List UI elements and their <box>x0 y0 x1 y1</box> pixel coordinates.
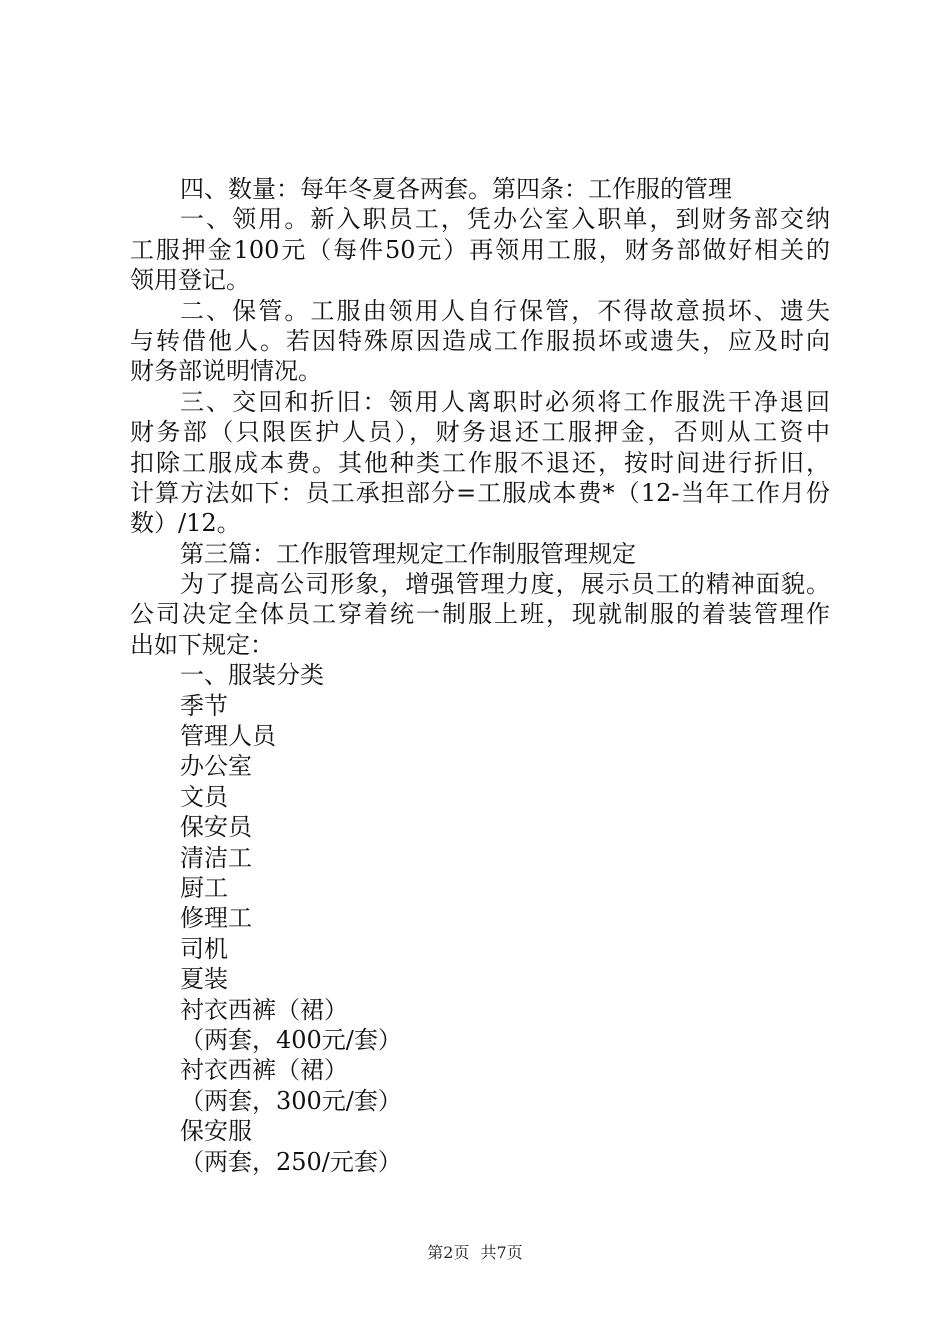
text-line: 财务部（只限医护人员），财务退还工服押金，否则从工资中 <box>130 418 830 447</box>
text-line: 保安服 <box>180 1117 252 1146</box>
text-line: 管理人员 <box>180 722 276 751</box>
text-line: 为了提高公司形象，增强管理力度，展示员工的精神面貌。 <box>180 570 830 599</box>
text-line: 夏装 <box>180 965 228 994</box>
text-line: 出如下规定： <box>130 630 274 659</box>
text-line: 工服押金100元（每件50元）再领用工服，财务部做好相关的 <box>130 235 830 264</box>
text-line: 季节 <box>180 691 228 720</box>
text-line: 第三篇：工作服管理规定工作制服管理规定 <box>180 539 636 568</box>
page-number: 第2页 <box>427 1243 470 1262</box>
text-line: 领用登记。 <box>130 266 250 295</box>
text-line: 二、保管。工服由领用人自行保管，不得故意损坏、遗失 <box>180 296 830 325</box>
text-line: 数）/12。 <box>130 509 241 538</box>
text-line: 衬衣西裤（裙） <box>180 1056 348 1085</box>
text-line: 厨工 <box>180 873 228 902</box>
text-line: 公司决定全体员工穿着统一制服上班，现就制服的着装管理作 <box>130 600 830 629</box>
text-line: 一、领用。新入职员工，凭办公室入职单，到财务部交纳 <box>180 205 830 234</box>
text-line: 财务部说明情况。 <box>130 357 322 386</box>
text-line: （两套，300元/套） <box>180 1086 402 1115</box>
document-body <box>130 174 830 1177</box>
text-line: 司机 <box>180 934 228 963</box>
text-line: （两套，400元/套） <box>180 1025 402 1054</box>
text-line: 办公室 <box>180 752 252 781</box>
page-footer <box>0 1243 950 1263</box>
text-line: 修理工 <box>180 904 252 933</box>
text-line: 文员 <box>180 782 228 811</box>
text-line: 衬衣西裤（裙） <box>180 995 348 1024</box>
text-line: 四、数量：每年冬夏各两套。第四条：工作服的管理 <box>180 175 732 203</box>
text-line: 计算方法如下：员工承担部分=工服成本费*（12-当年工作月份 <box>130 478 830 507</box>
text-line: （两套，250/元套） <box>180 1147 402 1176</box>
text-line: 清洁工 <box>180 843 252 872</box>
text-line: 三、交回和折旧：领用人离职时必须将工作服洗干净退回 <box>180 387 830 416</box>
text-line: 一、服装分类 <box>180 661 324 690</box>
text-line: 与转借他人。若因特殊原因造成工作服损坏或遗失，应及时向 <box>130 326 830 355</box>
text-line: 扣除工服成本费。其他种类工作服不退还，按时间进行折旧， <box>130 448 830 477</box>
page-total: 共7页 <box>480 1243 523 1262</box>
text-line: 保安员 <box>180 813 252 842</box>
